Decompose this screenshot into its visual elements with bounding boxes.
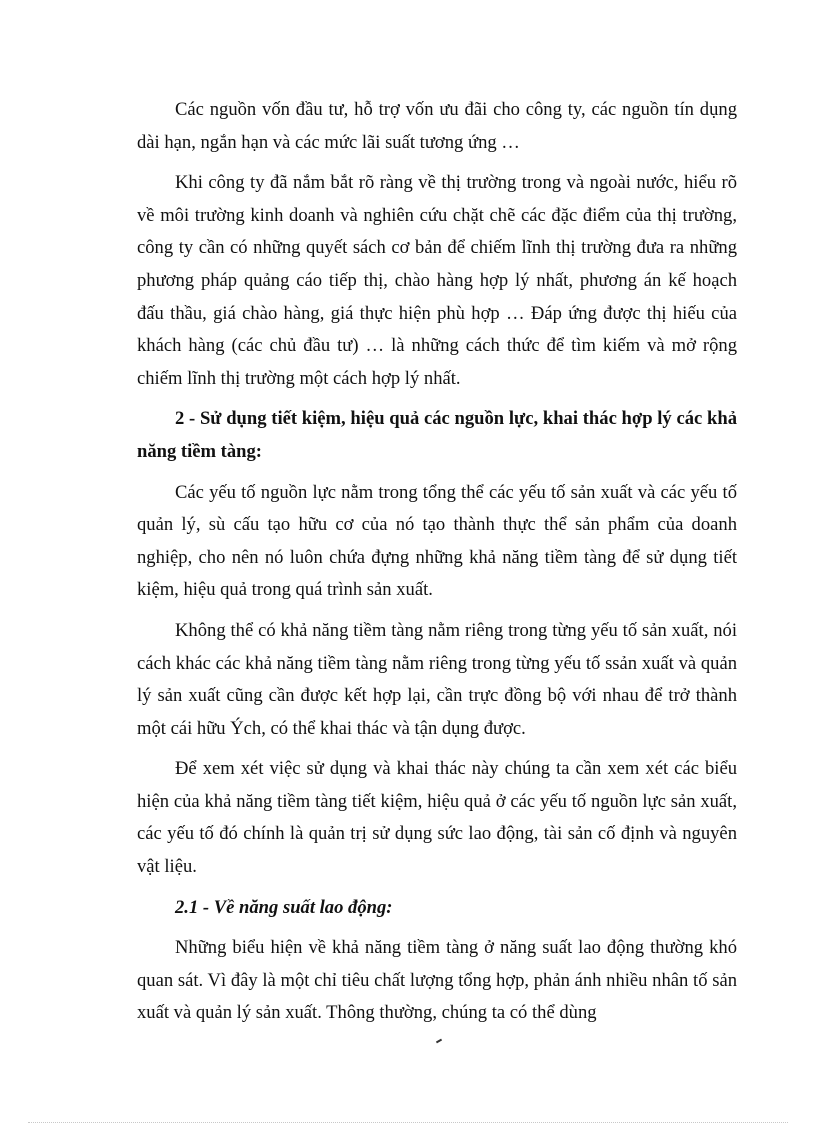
paragraph-funding-sources: Các nguồn vốn đầu tư, hỗ trợ vốn ưu đãi cho công ty, các nguồn tín dụng dài hạn, ngắn hạn và các mức lãi suất tương ứng …	[137, 99, 737, 153]
paragraph-productivity: Những biểu hiện về khả năng tiềm tàng ở năng suất lao động thường khó quan sát. Vì đây là một chỉ tiêu chất lượng tổng hợp, phản ánh nhiều nhân tố sản xuất và quản lý sản xuất. Thông thường, chúng ta có thể dùng	[137, 937, 737, 1024]
section-heading-resources: 2 - Sử dụng tiết kiệm, hiệu quả các nguồn lực, khai thác hợp lý các khả năng tiềm tàng:	[137, 408, 737, 462]
page-content	[137, 94, 737, 1038]
paragraph-usage-review: Để xem xét việc sử dụng và khai thác này chúng ta cần xem xét các biểu hiện của khả năng tiềm tàng tiết kiệm, hiệu quả ở các yếu tố nguồn lực sản xuất, các yếu tố đó chính là quản trị sử dụng sức lao động, tài sản cố định và nguyên vật liệu.	[137, 758, 737, 878]
paragraph-market-strategy: Khi công ty đã nắm bắt rõ ràng về thị trường trong và ngoài nước, hiểu rõ về môi trường kinh doanh và nghiên cứu chặt chẽ các đặc điểm của thị trường, công ty cần có những quyết sách cơ bản để chiếm lĩnh thị trường đưa ra những phương pháp quảng cáo tiếp thị, chào hàng hợp lý nhất, phương án kế hoạch đấu thầu, giá chào hàng, giá thực hiện phù hợp … Đáp ứng được thị hiếu của khách hàng (các chủ đầu tư) … là những cách thức để tìm kiếm và mở rộng chiếm lĩnh thị trường một cách hợp lý nhất.	[137, 172, 737, 389]
stray-accent-mark	[436, 1039, 442, 1044]
subsection-heading-productivity: 2.1 - Về năng suất lao động:	[175, 896, 393, 918]
paragraph-potential-capabilities: Không thể có khả năng tiềm tàng nằm riêng trong từng yếu tố sản xuất, nói cách khác các khả năng tiềm tàng nằm riêng trong từng yếu tố ssản xuất và quản lý sản xuất cũng cần được kết hợp lại, cần trực đồng bộ với nhau để trở thành một cái hữu Ých, có thể khai thác và tận dụng được.	[137, 619, 737, 739]
paragraph-resource-factors: Các yếu tố nguồn lực nằm trong tổng thể các yếu tố sản xuất và các yếu tố quản lý, sù cấu tạo hữu cơ của nó tạo thành thực thể sản phẩm của doanh nghiệp, cho nên nó luôn chứa đựng những khả năng tiềm tàng để sử dụng tiết kiệm, hiệu quả trong quá trình sản xuất.	[137, 481, 737, 601]
